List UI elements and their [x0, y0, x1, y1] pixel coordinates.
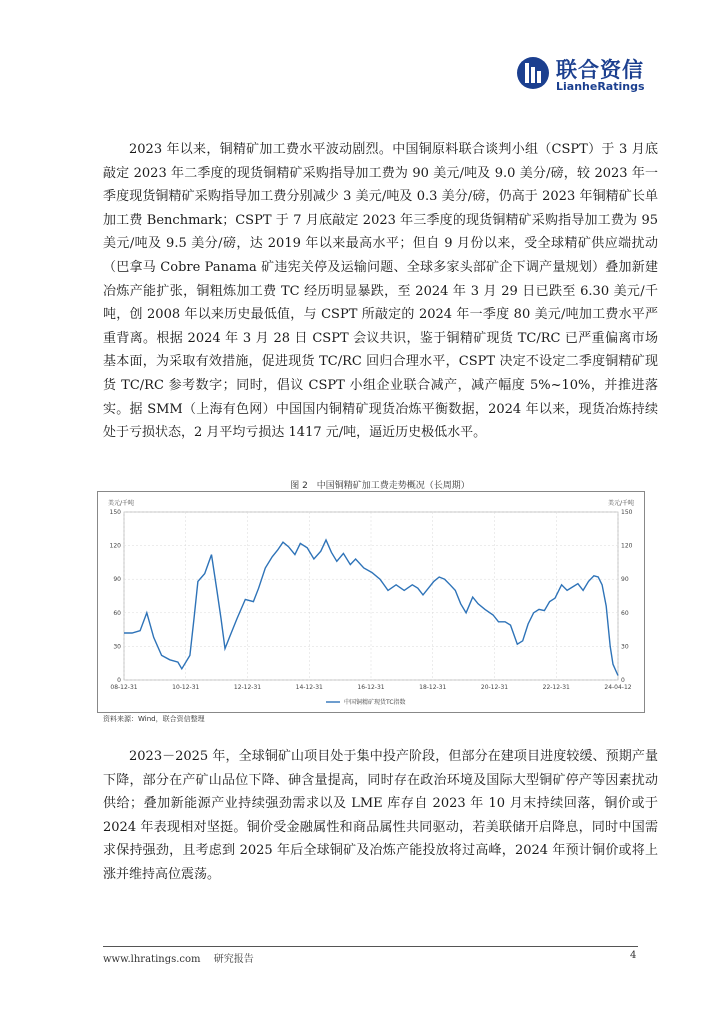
y-tick-label-left: 120	[109, 542, 121, 550]
lianhe-logo-icon	[516, 56, 550, 90]
x-tick-label: 16-12-31	[357, 684, 385, 691]
x-tick-label: 18-12-31	[419, 684, 447, 691]
y-tick-label-right: 30	[621, 643, 629, 651]
y-tick-label-left: 90	[113, 576, 121, 584]
footer-divider	[103, 946, 638, 947]
y-tick-label-right: 150	[621, 509, 633, 516]
x-tick-label: 22-12-31	[542, 684, 570, 691]
y-tick-label-right: 0	[621, 677, 625, 684]
footer-left	[103, 950, 264, 965]
company-logo	[516, 54, 656, 94]
tc-chart-svg	[98, 492, 644, 712]
y-tick-label-right: 120	[621, 542, 633, 550]
y-tick-label-left: 0	[117, 677, 121, 684]
y-tick-label-right: 60	[621, 609, 629, 617]
x-tick-label: 10-12-31	[172, 684, 200, 691]
figure-title: 图 2 中国铜精矿加工费走势概况（长周期）	[290, 481, 470, 491]
body-paragraph-2: 2023－2025 年，全球铜矿山项目处于集中投产阶段，但部分在建项目进度较缓、预期产量下降，部分在产矿山品位下降、砷含量提高，同时存在政治环境及国际大型铜矿停产等因素扰动供给；叠加新能源产业持续强劲需求以及 LME 库存自 2023 年 10 月末持续回落，铜价或于 2024 年表现相对坚挺。铜价受金融属性和商品属性共同驱动，若美联储开启降息，同时中国需求保持强劲，且考虑到 2025 年后全球铜矿及冶炼产能投放将过高峰，2024 年预计铜价或将上涨并维持高位震荡。	[103, 749, 658, 882]
y-unit-left: 美元/千吨	[108, 500, 135, 507]
y-tick-label-left: 30	[113, 643, 121, 651]
y-tick-label-left: 150	[109, 509, 121, 516]
footer-report-type: 研究报告	[213, 954, 254, 965]
y-tick-label-right: 90	[621, 576, 629, 584]
legend-label: 中国铜精矿现货TC指数	[344, 699, 406, 706]
x-tick-label: 20-12-31	[480, 684, 509, 691]
x-tick-label: 08-12-31	[110, 684, 138, 691]
logo-english-name: LianheRatings	[556, 80, 645, 93]
footer-website[interactable]: www.lhratings.com	[103, 954, 201, 965]
y-tick-label-left: 60	[113, 609, 121, 617]
x-tick-label: 14-12-31	[295, 684, 323, 691]
y-unit-right: 美元/千吨	[607, 500, 634, 507]
x-tick-label: 24-04-12	[604, 684, 632, 691]
logo-chinese-name: 联合资信	[556, 58, 644, 82]
tc-chart	[97, 491, 645, 713]
figure-source: 资料来源：Wind，联合资信整理	[103, 715, 205, 723]
body-paragraph-1: 2023 年以来，铜精矿加工费水平波动剧烈。中国铜原料联合谈判小组（CSPT）于 3 月底敲定 2023 年二季度的现货铜精矿采购指导加工费为 90 美元/吨及 9.0 美分/磅，较 2023 年一季度现货铜精矿采购指导加工费分别减少 3 美元/吨及 0.3 美分/磅，仍高于 2023 年铜精矿长单加工费 Benchmark；CSPT 于 7 月底敲定 2023 年三季度的现货铜精矿采购指导加工费为 95 美元/吨及 9.5 美分/磅，达 2019 年以来最高水平；但自 9 月份以来，受全球精矿供应端扰动（巴拿马 Cobre Panama 矿违宪关停及运输问题、全球多家头部矿企下调产量规划）叠加新建冶炼产能扩张，铜粗炼加工费 TC 经历明显暴跌，至 2024 年 3 月 29 日已跌至 6.30 美元/千吨，创 2008 年以来历史最低值，与 CSPT 所敲定的 2024 年一季度 80 美元/吨加工费水平严重背离。根据 2024 年 3 月 28 日 CSPT 会议共识，鉴于铜精矿现货 TC/RC 已严重偏离市场基本面，为采取有效措施，促进现货 TC/RC 回归合理水平，CSPT 决定不设定二季度铜精矿现货 TC/RC 参考数字；同时，倡议 CSPT 小组企业联合减产，减产幅度 5%~10%，并推进落实。据 SMM（上海有色网）中国国内铜精矿现货冶炼平衡数据，2024 年以来，现货冶炼持续处于亏损状态，2 月平均亏损达 1417 元/吨，逼近历史极低水平。	[103, 142, 658, 441]
page-number: 4	[630, 950, 637, 961]
x-tick-label: 12-12-31	[233, 684, 262, 691]
